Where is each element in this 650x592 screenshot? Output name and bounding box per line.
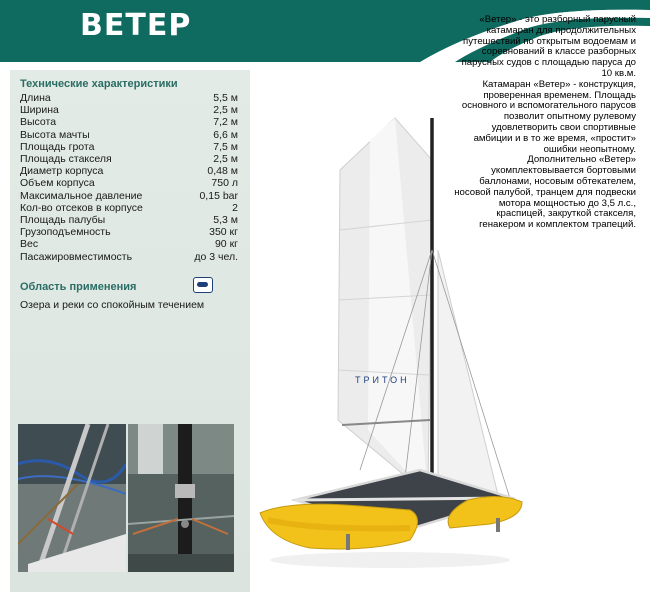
- spec-value: 2: [232, 201, 238, 214]
- spec-row: [20, 226, 238, 238]
- description-paragraph: Дополнительно «Ветер» укомплектовывается бортовыми баллонами, носовым обтекателем, носовой палубой, транцем для подвески мотора мощностью до 3,5 л.с., краспицей, закруткой стакселя, генакером и комплектом трапеций.: [454, 154, 636, 231]
- spec-row: [20, 190, 238, 202]
- spec-row: [20, 153, 238, 165]
- spec-value: 6,6 м: [213, 128, 238, 141]
- spec-row: [20, 129, 238, 141]
- spec-label: Площадь грота: [20, 140, 95, 153]
- page-title: ВЕТЕР: [80, 8, 192, 43]
- spec-label: Максимальное давление: [20, 189, 143, 202]
- spec-label: Площадь палубы: [20, 214, 106, 227]
- spec-row: [20, 141, 238, 153]
- spec-value: 350 кг: [209, 226, 238, 239]
- spec-value: 0,48 м: [207, 165, 238, 178]
- spec-label: Длина: [20, 92, 51, 104]
- spec-label: Кол-во отсеков в корпусе: [20, 201, 143, 214]
- spec-label: Грузоподъемность: [20, 226, 111, 239]
- specs-table: [20, 92, 238, 263]
- spec-value: 5,5 м: [213, 92, 238, 104]
- brand-logo-icon: [193, 277, 213, 293]
- spec-label: Вес: [20, 238, 39, 251]
- sail-logo: ТРИТОН: [355, 375, 410, 385]
- spec-row: [20, 92, 238, 104]
- spec-row: [20, 202, 238, 214]
- spec-label: Высота: [20, 116, 57, 129]
- description-paragraph: Катамаран «Ветер» - конструкция, проверенная временем. Площадь основного и вспомогательного парусов позволит опытному рулевому удовлетворить свои спортивные амбиции и в то же время, «простит» ошибки неопытному.: [461, 78, 636, 155]
- spec-row: [20, 177, 238, 189]
- spec-label: Диаметр корпуса: [20, 165, 104, 178]
- spec-value: 2,5 м: [213, 104, 238, 117]
- spec-label: Объем корпуса: [20, 177, 95, 190]
- specs-heading: Технические характеристики: [20, 78, 178, 90]
- area-heading: Область применения: [20, 281, 137, 293]
- spec-row: [20, 251, 238, 263]
- spec-value: 7,2 м: [213, 116, 238, 129]
- detail-photo-mast-base: [128, 424, 234, 572]
- spec-value: 750 л: [211, 177, 238, 190]
- spec-row: [20, 104, 238, 116]
- description-paragraph: «Ветер» - это разборный парусный катамаран для продолжительных путешествий по открытым водоемам и соревнований в классе разборных парусных судов с площадью паруса до 10 кв.м.: [461, 14, 636, 79]
- spec-label: Высота мачты: [20, 128, 90, 141]
- spec-value: до 3 чел.: [194, 250, 238, 263]
- spec-label: Площадь стакселя: [20, 153, 112, 166]
- spec-value: 90 кг: [214, 238, 238, 251]
- spec-value: 2,5 м: [213, 153, 238, 166]
- detail-photo-rigging: [18, 424, 126, 572]
- spec-value: 5,3 м: [213, 214, 238, 227]
- spec-label: Пасажировместимость: [20, 250, 133, 263]
- spec-row: [20, 238, 238, 250]
- area-text: Озера и реки со спокойным течением: [20, 299, 205, 311]
- spec-value: 7,5 м: [213, 140, 238, 153]
- spec-row: [20, 165, 238, 177]
- spec-row: [20, 214, 238, 226]
- spec-row: [20, 116, 238, 128]
- spec-label: Ширина: [20, 104, 59, 117]
- spec-value: 0,15 bar: [199, 189, 238, 202]
- catamaran-illustration: [250, 100, 530, 580]
